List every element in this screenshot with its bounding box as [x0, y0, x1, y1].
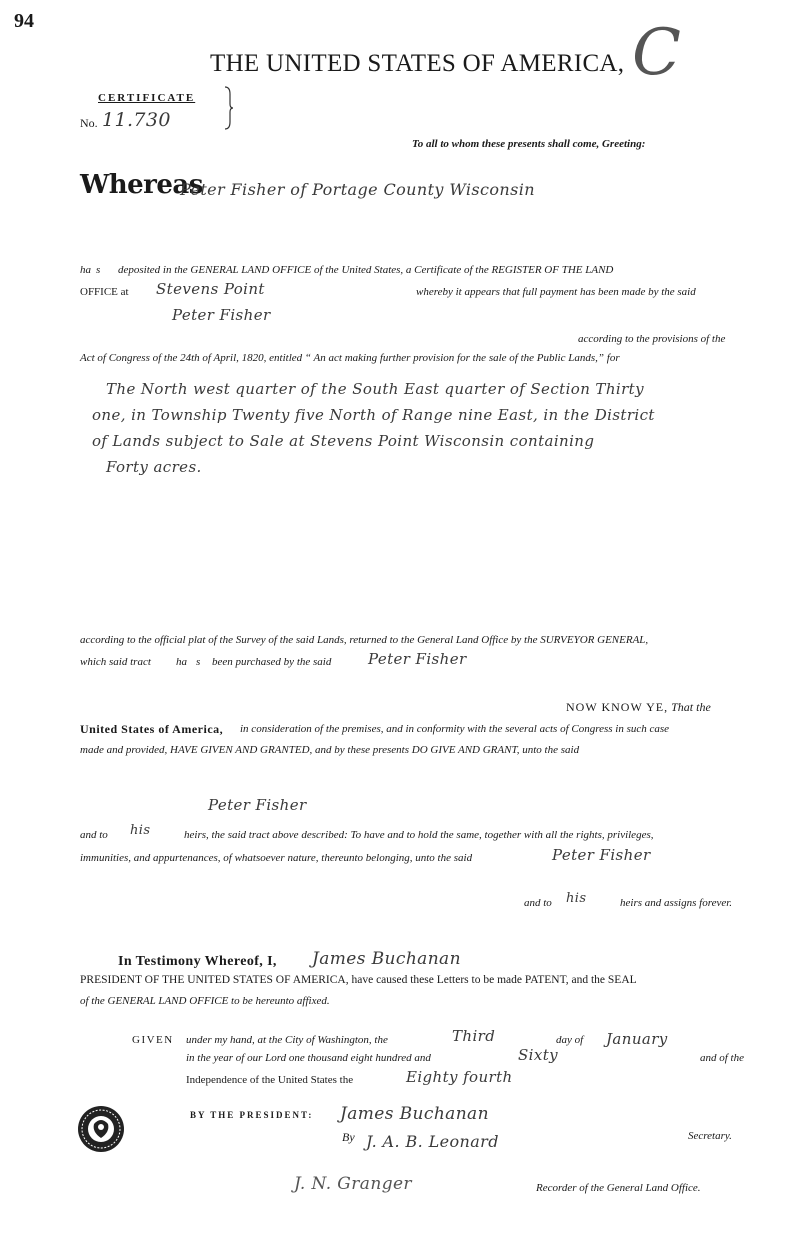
united-states-phrase: United States of America, [80, 722, 224, 736]
year-value: Sixty [518, 1046, 559, 1064]
whereas-name: Peter Fisher of Portage County Wisconsin [180, 180, 535, 199]
now-know-rest: That the [671, 700, 711, 714]
heirs-name: Peter Fisher [552, 846, 651, 864]
deposit-text: deposited in the GENERAL LAND OFFICE of the United States, a Certificate of the REGISTER OF THE LAND [118, 264, 614, 276]
now-know-caps: NOW KNOW YE, [566, 700, 669, 714]
given-word: GIVEN [132, 1034, 174, 1046]
according-text: according to the provisions of the [578, 333, 726, 345]
plat-has-prefix: ha [176, 656, 187, 668]
general-land-office-seal [76, 1104, 126, 1154]
testimony-phrase: In Testimony Whereof, I, [118, 954, 277, 969]
has-suffix: s [96, 264, 101, 276]
office-at: OFFICE at [80, 286, 129, 298]
whereas-word: Whereas [80, 170, 203, 200]
payer-name: Peter Fisher [172, 306, 271, 324]
assigns-text: heirs and assigns forever. [620, 897, 733, 909]
year-text: in the year of our Lord one thousand eight hundred and [186, 1052, 431, 1064]
whereby-text: whereby it appears that full payment has been made by the said [416, 286, 696, 298]
day-of-text: day of [556, 1034, 584, 1046]
plat-purchased: been purchased by the said [212, 656, 332, 668]
page-number: 94 [14, 10, 34, 32]
month-value: January [606, 1030, 668, 1048]
day-value: Third [452, 1027, 496, 1045]
immunities-text: immunities, and appurtenances, of whatsoever nature, thereunto belonging, unto the said [80, 852, 473, 864]
corner-mark: C [632, 16, 682, 90]
testimony-line-2: of the GENERAL LAND OFFICE to be hereunto affixed. [80, 995, 330, 1007]
plat-tract: which said tract [80, 656, 151, 668]
certificate-brace [224, 86, 234, 130]
act-text: Act of Congress of the 24th of April, 1820, entitled “ An act making further provision for the sale of the Public Lands,” for [80, 352, 620, 364]
now-know-ye [566, 700, 711, 715]
secretary-label: Secretary. [688, 1130, 732, 1142]
consideration-text: in consideration of the premises, and in conformity with the several acts of Congress in such case [240, 723, 670, 735]
president-signature: James Buchanan [340, 1104, 489, 1124]
and-to-2: and to [524, 897, 552, 909]
certificate-no-label: No. [80, 116, 98, 130]
greeting: To all to whom these presents shall come, Greeting: [412, 138, 646, 150]
plat-text: according to the official plat of the Survey of the said Lands, returned to the General Land Office by the SURVEYOR GENERAL, [80, 634, 649, 646]
land-description-line: Forty acres. [106, 458, 202, 476]
grantee-name: Peter Fisher [208, 796, 307, 814]
land-description-line: The North west quarter of the South East quarter of Section Thirty [106, 380, 644, 398]
and-of-the-text: and of the [700, 1052, 744, 1064]
by-the-president: BY THE PRESIDENT: [190, 1110, 314, 1120]
testimony-line-1: PRESIDENT OF THE UNITED STATES OF AMERICA, have caused these Letters to be made PATENT, and the SEAL [80, 974, 637, 986]
heirs-text: heirs, the said tract above described: To have and to hold the same, together with all the rights, privileges, [184, 829, 654, 841]
purchaser-name: Peter Fisher [368, 650, 467, 668]
independence-text: Independence of the United States the [186, 1074, 354, 1086]
independence-value: Eighty fourth [406, 1068, 513, 1086]
land-description-line: of Lands subject to Sale at Stevens Point Wisconsin containing [92, 432, 595, 450]
land-description-line: one, in Township Twenty five North of Range nine East, in the District [92, 406, 655, 424]
president-name: James Buchanan [312, 949, 461, 969]
plat-has-suffix: s [196, 656, 201, 668]
recorder-signature: J. N. Granger [294, 1174, 412, 1194]
document-title: THE UNITED STATES OF AMERICA, [210, 50, 625, 77]
made-provided-text: made and provided, HAVE GIVEN AND GRANTED, and by these presents DO GIVE AND GRANT, unto the said [80, 744, 580, 756]
office-location: Stevens Point [156, 280, 265, 298]
certificate-number: 11.730 [102, 109, 171, 131]
heirs-pronoun-1: his [130, 823, 151, 838]
by-label: By [342, 1130, 355, 1144]
has-prefix: ha [80, 264, 91, 276]
certificate-label: CERTIFICATE [98, 92, 196, 104]
and-to-1: and to [80, 829, 108, 841]
recorder-label: Recorder of the General Land Office. [536, 1182, 701, 1194]
under-hand-text: under my hand, at the City of Washington, the [186, 1034, 388, 1046]
heirs-pronoun-2: his [566, 891, 587, 906]
secretary-signature: J. A. B. Leonard [366, 1132, 499, 1151]
